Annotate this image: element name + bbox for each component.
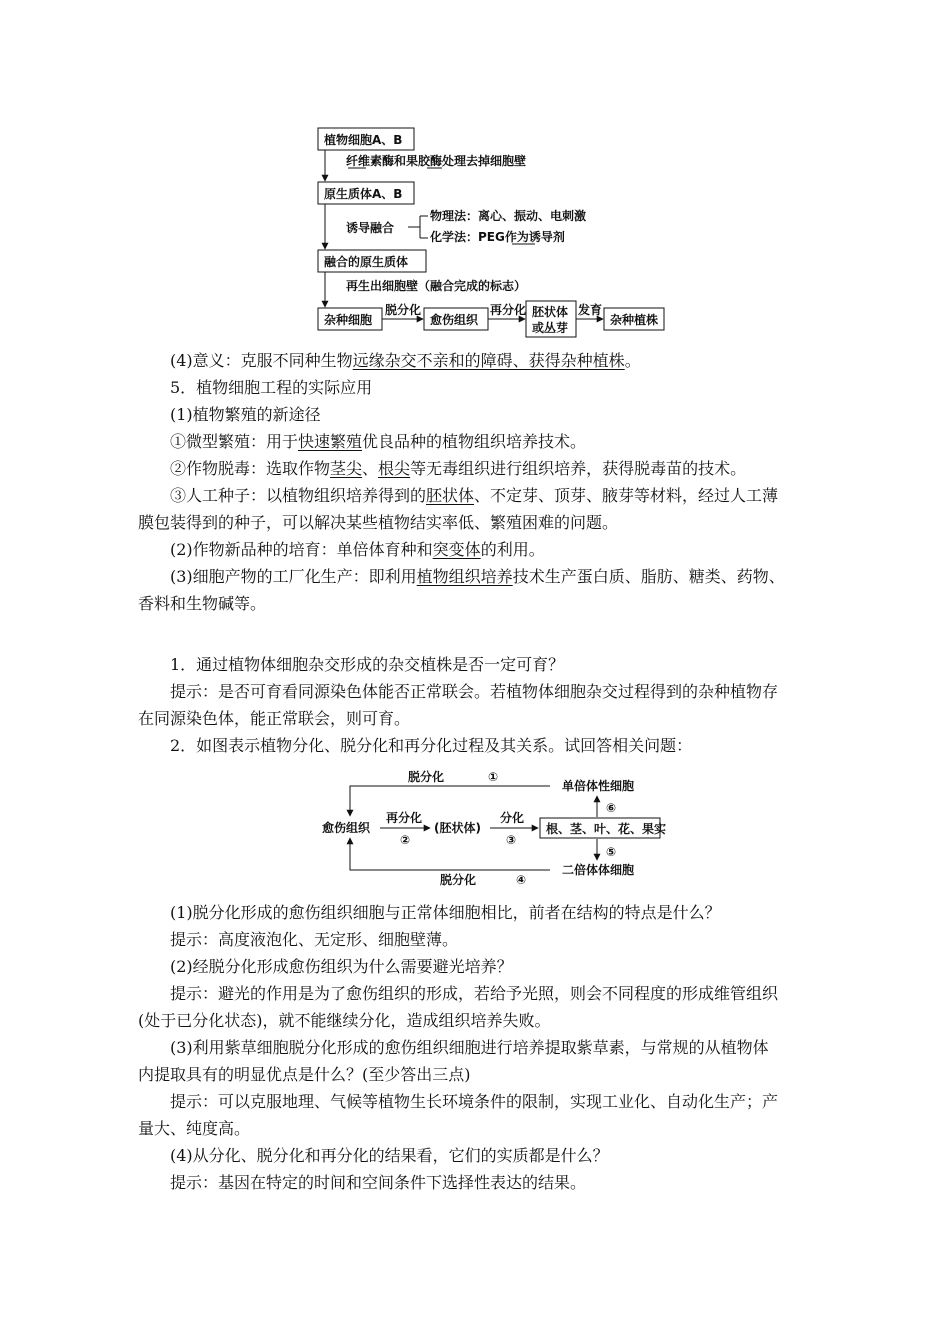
factory-production-line: (3)细胞产物的工厂化生产：即利用植物组织培养技术生产蛋白质、脂肪、糖类、药物、: [170, 567, 785, 586]
section-heading-applications: 5．植物细胞工程的实际应用: [170, 378, 373, 397]
factory-production-line-cont: 香料和生物碱等。: [138, 594, 267, 613]
number-2: ②: [400, 833, 411, 847]
label-dedifferentiation: 脱分化: [385, 303, 422, 317]
label-regenerate-wall: 再生出细胞壁（融合完成的标志）: [346, 279, 527, 293]
label-or-buds: 或丛芽: [532, 321, 569, 335]
label-induce-fusion: 诱导融合: [346, 221, 395, 235]
meaning-line: (4)意义：克服不同种生物远缘杂交不亲和的障碍、获得杂种植株。: [170, 351, 641, 370]
label-organs: 根、茎、叶、花、果实: [546, 822, 667, 836]
number-4: ④: [516, 873, 527, 887]
label-bottom-dediff: 脱分化: [440, 873, 477, 887]
differentiation-diagram: [0, 762, 950, 892]
q2-sub3-line-1: (3)利用紫草细胞脱分化形成的愈伤组织细胞进行培养提取紫草素，与常规的从植物体: [170, 1038, 769, 1057]
q2-ans3-line-2: 量大、纯度高。: [138, 1119, 251, 1138]
micropropagation-line: ①微型繁殖：用于快速繁殖优良品种的植物组织培养技术。: [170, 432, 587, 451]
number-6: ⑥: [606, 801, 617, 815]
label-callus: 愈伤组织: [430, 313, 479, 327]
label-differentiation: 分化: [500, 811, 525, 825]
label-develop: 发育: [578, 303, 603, 317]
label-hybrid-plant: 杂种植株: [610, 313, 659, 327]
question-2-intro: 2．如图表示植物分化、脱分化和再分化过程及其关系。试回答相关问题：: [170, 736, 693, 755]
label-diploid-cell: 二倍体体细胞: [562, 863, 635, 877]
q2-sub4: (4)从分化、脱分化和再分化的结果看，它们的实质都是什么？: [170, 1146, 609, 1165]
subheading-propagation: (1)植物繁殖的新途径: [170, 405, 321, 424]
new-varieties-line: (2)作物新品种的培育：单倍体育种和突变体的利用。: [170, 540, 545, 559]
q2-ans4: 提示：基因在特定的时间和空间条件下选择性表达的结果。: [170, 1173, 587, 1192]
answer-1-line-1: 提示：是否可育看同源染色体能否正常联会。若植物体细胞杂交过程得到的杂种植物存: [170, 682, 779, 701]
number-3: ③: [506, 833, 517, 847]
label-haploid-cell: 单倍体性细胞: [562, 779, 635, 793]
artificial-seed-line-cont: 膜包装得到的种子，可以解决某些植物结实率低、繁殖困难的问题。: [138, 513, 619, 532]
answer-1-line-2: 在同源染色体，能正常联会，则可育。: [138, 709, 411, 728]
label-plant-cells: 植物细胞A、B: [324, 133, 403, 147]
number-1: ①: [488, 770, 499, 784]
label-callus: 愈伤组织: [322, 821, 371, 835]
q2-ans3-line-1: 提示：可以克服地理、气候等植物生长环境条件的限制，实现工业化、自动化生产；产: [170, 1092, 779, 1111]
q2-ans1: 提示：高度液泡化、无定形、细胞壁薄。: [170, 930, 459, 949]
q2-sub2: (2)经脱分化形成愈伤组织为什么需要避光培养？: [170, 957, 513, 976]
label-rediff: 再分化: [386, 811, 423, 825]
label-top-dediff: 脱分化: [408, 770, 445, 784]
q2-sub3-line-2: 内提取具有的明显优点是什么？(至少答出三点): [138, 1065, 471, 1084]
virus-free-line: ②作物脱毒：选取作物茎尖、根尖等无毒组织进行组织培养，获得脱毒苗的技术。: [170, 459, 747, 478]
label-chemical-method: 化学法：PEG作为诱导剂: [430, 230, 565, 244]
label-hybrid-cell: 杂种细胞: [324, 313, 373, 327]
label-enzyme-step: 纤维素酶和果胶酶处理去掉细胞壁: [346, 154, 527, 168]
number-5: ⑤: [606, 845, 617, 859]
label-protoplast: 原生质体A、B: [324, 187, 403, 201]
artificial-seed-line: ③人工种子：以植物组织培养得到的胚状体、不定芽、顶芽、腋芽等材料，经过人工薄: [170, 486, 779, 505]
label-embryoid: (胚状体): [434, 821, 481, 835]
label-physical-method: 物理法：离心、振动、电刺激: [430, 209, 587, 223]
label-embryoid: 胚状体: [532, 305, 569, 319]
label-fused-protoplast: 融合的原生质体: [324, 255, 409, 269]
q2-ans2-line-2: (处于已分化状态)，就不能继续分化，造成组织培养失败。: [138, 1011, 551, 1030]
q2-ans2-line-1: 提示：避光的作用是为了愈伤组织的形成，若给予光照，则会不同程度的形成维管组织: [170, 984, 779, 1003]
question-1: 1．通过植物体细胞杂交形成的杂交植株是否一定可育？: [170, 655, 565, 674]
q2-sub1: (1)脱分化形成的愈伤组织细胞与正常体细胞相比，前者在结构的特点是什么？: [170, 903, 721, 922]
label-redifferentiation: 再分化: [490, 303, 527, 317]
protoplast-fusion-diagram: [0, 120, 950, 460]
